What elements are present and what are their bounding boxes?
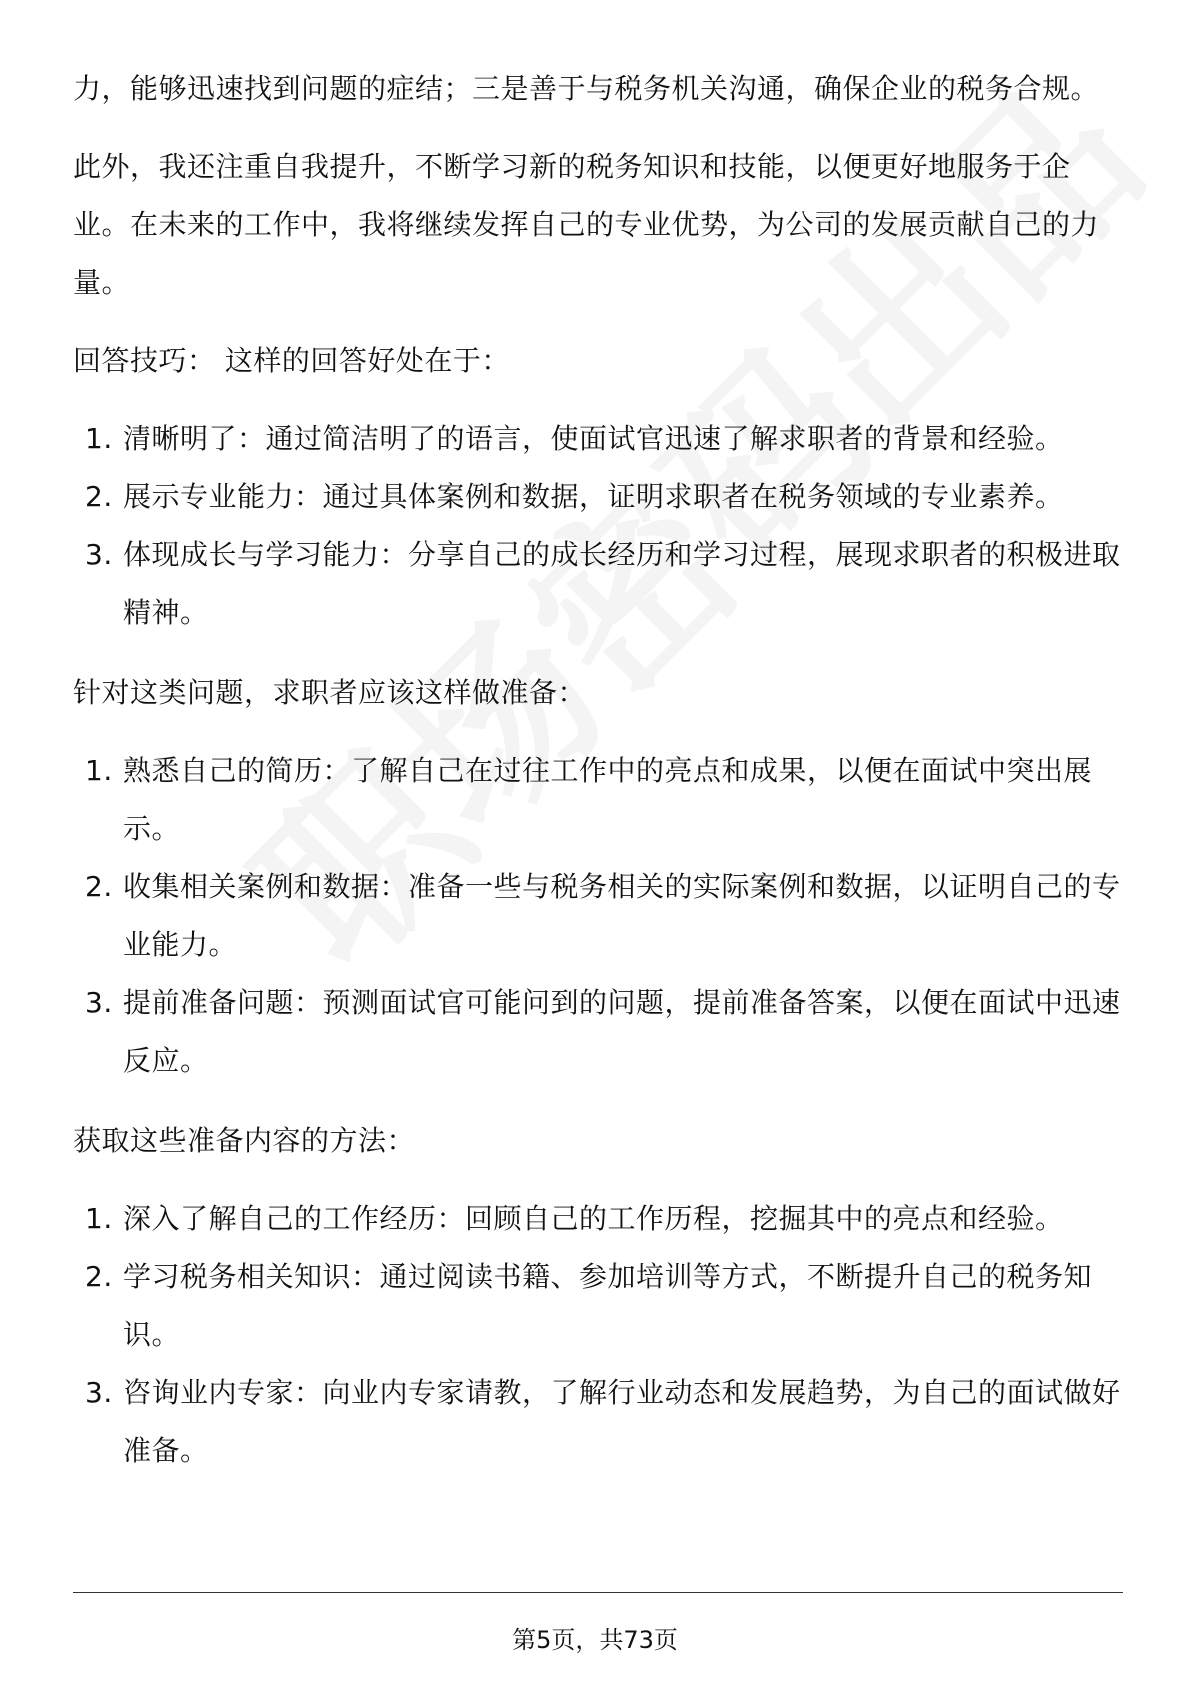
list-number: 3. — [85, 1376, 113, 1409]
list-number: 1. — [85, 422, 113, 455]
list-benefits — [73, 410, 1123, 642]
document-body — [73, 60, 1123, 1502]
list-text: 展示专业能力：通过具体案例和数据，证明求职者在税务领域的专业素养。 — [123, 480, 1064, 513]
list-text: 学习税务相关知识：通过阅读书籍、参加培训等方式，不断提升自己的税务知识。 — [123, 1260, 1093, 1351]
list-item — [73, 742, 1123, 858]
list-text: 提前准备问题：预测面试官可能问到的问题，提前准备答案，以便在面试中迅速反应。 — [123, 986, 1121, 1077]
list-item — [73, 974, 1123, 1090]
list-number: 2. — [85, 1260, 113, 1293]
list-item — [73, 1190, 1123, 1248]
list-number: 2. — [85, 870, 113, 903]
list-number: 2. — [85, 480, 113, 513]
list-text: 熟悉自己的简历：了解自己在过往工作中的亮点和成果，以便在面试中突出展示。 — [123, 754, 1093, 845]
list-item — [73, 858, 1123, 974]
list-text: 清晰明了：通过简洁明了的语言，使面试官迅速了解求职者的背景和经验。 — [123, 422, 1064, 455]
list-item — [73, 410, 1123, 468]
list-text: 咨询业内专家：向业内专家请教，了解行业动态和发展趋势，为自己的面试做好准备。 — [123, 1376, 1121, 1467]
list-preparation — [73, 742, 1123, 1090]
list-text: 深入了解自己的工作经历：回顾自己的工作历程，挖掘其中的亮点和经验。 — [123, 1202, 1064, 1235]
paragraph-2: 此外，我还注重自我提升，不断学习新的税务知识和技能，以便更好地服务于企业。在未来的工作中，我将继续发挥自己的专业优势，为公司的发展贡献自己的力量。 — [73, 150, 1100, 299]
footer-divider — [73, 1592, 1123, 1593]
paragraph-1: 力，能够迅速找到问题的症结；三是善于与税务机关沟通，确保企业的税务合规。 — [73, 72, 1100, 105]
list-text: 体现成长与学习能力：分享自己的成长经历和学习过程，展现求职者的积极进取精神。 — [123, 538, 1121, 629]
paragraph-answer-tips: 回答技巧： 这样的回答好处在于： — [73, 344, 510, 377]
paragraph-preparation: 针对这类问题，求职者应该这样做准备： — [73, 676, 587, 709]
list-number: 3. — [85, 986, 113, 1019]
list-item — [73, 468, 1123, 526]
page-number: 第5页，共73页 — [512, 1626, 678, 1654]
paragraph-methods: 获取这些准备内容的方法： — [73, 1124, 416, 1157]
list-number: 1. — [85, 754, 113, 787]
list-text: 收集相关案例和数据：准备一些与税务相关的实际案例和数据，以证明自己的专业能力。 — [123, 870, 1121, 961]
list-item — [73, 1364, 1123, 1480]
list-number: 1. — [85, 1202, 113, 1235]
list-item — [73, 526, 1123, 642]
list-number: 3. — [85, 538, 113, 571]
list-methods — [73, 1190, 1123, 1480]
list-item — [73, 1248, 1123, 1364]
